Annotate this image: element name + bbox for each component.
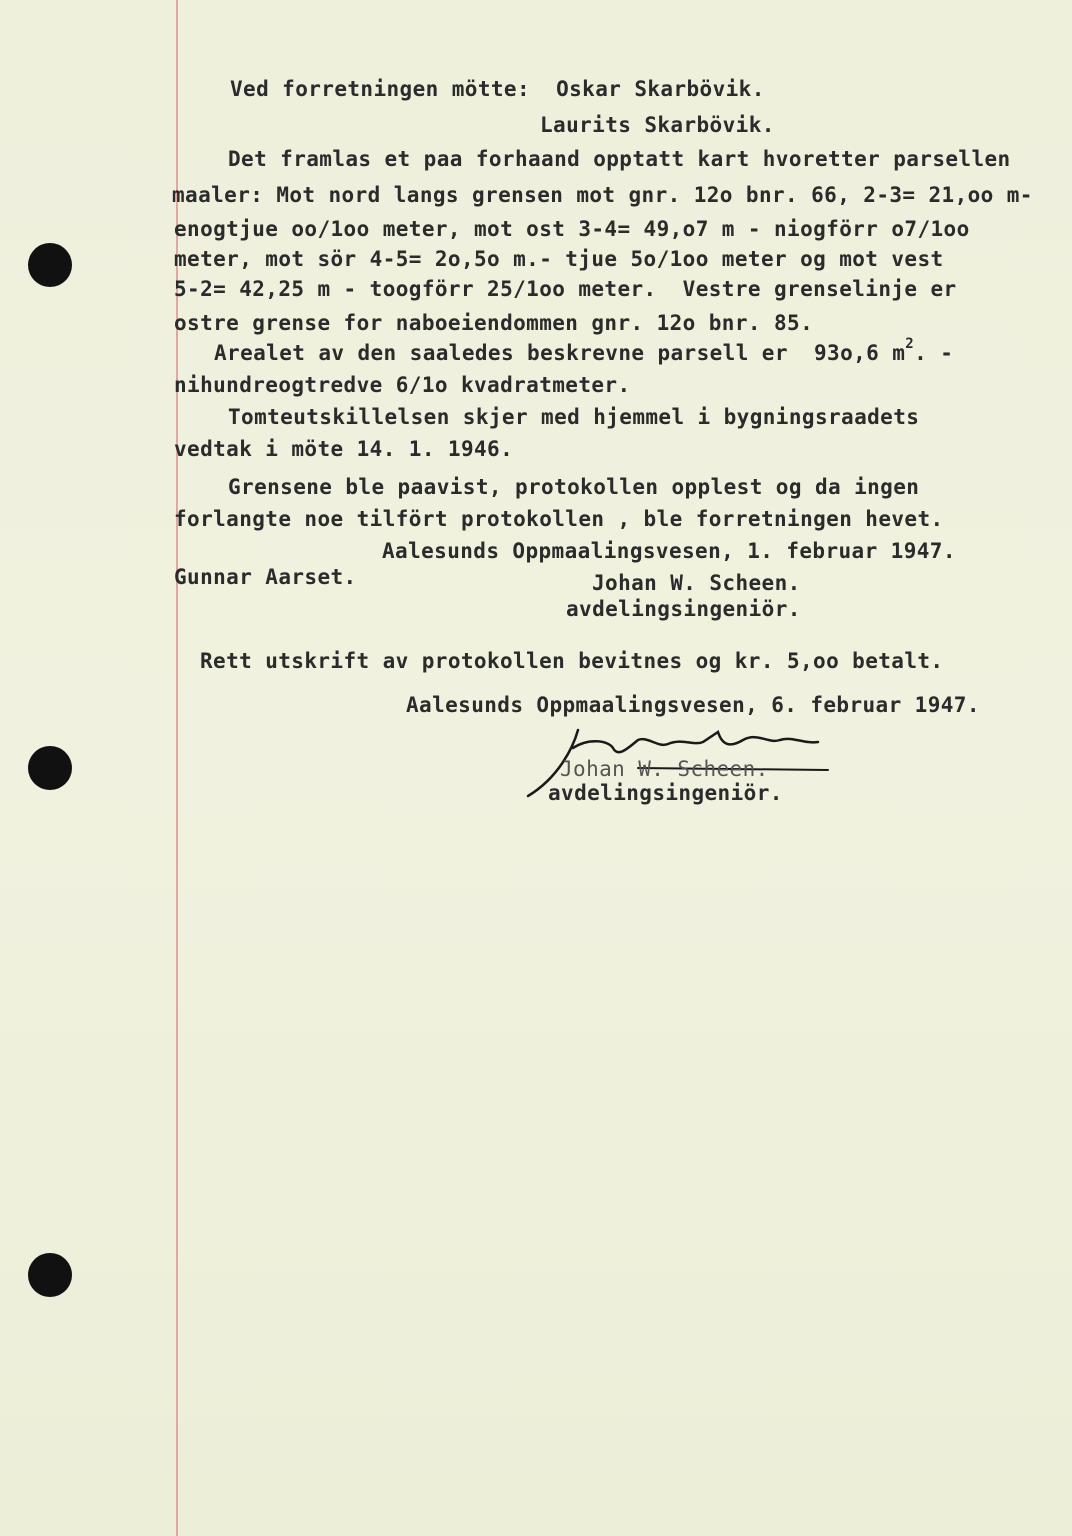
punch-hole (28, 746, 72, 790)
paragraph-line: ostre grense for naboeiendommen gnr. 12o bnr. 85. (174, 311, 814, 335)
paragraph-line: vedtak i möte 14. 1. 1946. (174, 437, 514, 461)
paragraph-line: Grensene ble paavist, protokollen opplest og da ingen (228, 475, 920, 499)
signatory-name: Johan W. Scheen. (592, 571, 801, 595)
signatory-name: Johan W. Scheen. (560, 757, 769, 781)
paragraph-line: enogtjue oo/1oo meter, mot ost 3-4= 49,o7 m - niogförr o7/1oo (174, 217, 970, 241)
paragraph-line: Tomteutskillelsen skjer med hjemmel i bygningsraadets (228, 405, 920, 429)
paragraph-line: nihundreogtredve 6/1o kvadratmeter. (174, 373, 631, 397)
area-line (214, 336, 954, 369)
area-superscript: 2 (905, 336, 915, 352)
signatory-title: avdelingsingeniör. (548, 781, 783, 805)
paragraph-line: forlangte noe tilfört protokollen , ble forretningen hevet. (174, 507, 944, 531)
paragraph-line: maaler: Mot nord langs grensen mot gnr. 12o bnr. 66, 2-3= 21,oo m- (172, 183, 1033, 207)
certification-line: Rett utskrift av protokollen bevitnes og kr. 5,oo betalt. (200, 649, 944, 673)
paragraph-line: Det framlas et paa forhaand opptatt kart hvoretter parsellen (228, 147, 1011, 171)
paragraph-line: 5-2= 42,25 m - toogförr 25/1oo meter. Vestre grenselinje er (174, 277, 957, 301)
place-date-line: Aalesunds Oppmaalingsvesen, 1. februar 1947. (382, 539, 956, 563)
area-text: Arealet av den saaledes beskrevne parsell er 93o,6 m (214, 341, 906, 365)
paragraph-line: meter, mot sör 4-5= 2o,5o m.- tjue 5o/1oo meter og mot vest (174, 247, 944, 271)
signatory-title: avdelingsingeniör. (566, 597, 801, 621)
signatory-left: Gunnar Aarset. (174, 565, 357, 589)
area-suffix: . - (914, 341, 954, 365)
attendee-second: Laurits Skarbövik. (540, 113, 775, 137)
punch-hole (28, 1253, 72, 1297)
place-date-line: Aalesunds Oppmaalingsvesen, 6. februar 1947. (406, 693, 980, 717)
punch-hole (28, 243, 72, 287)
attendees-line: Ved forretningen mötte: Oskar Skarbövik. (230, 77, 765, 101)
